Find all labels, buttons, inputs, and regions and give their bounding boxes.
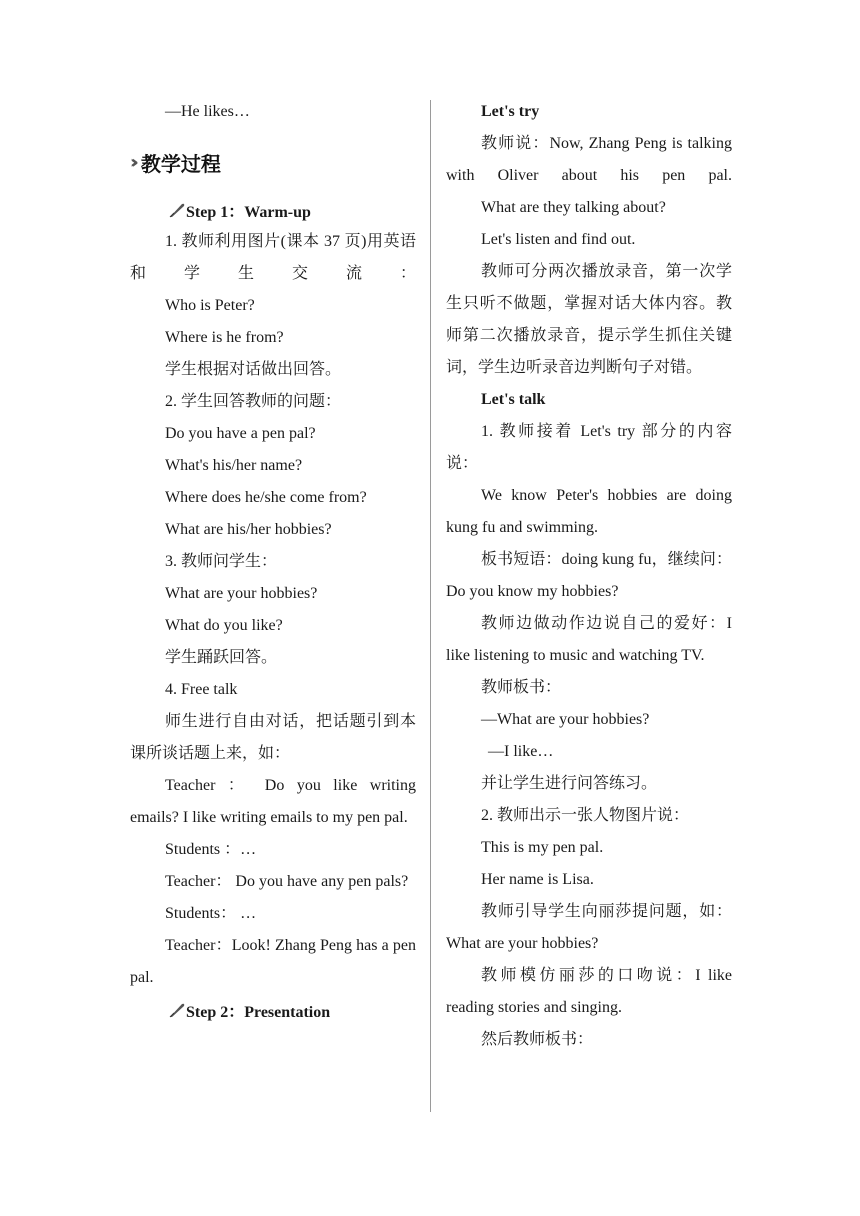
paragraph: 教师边做动作边说自己的爱好：I like listening to music and watching TV. — [446, 615, 732, 664]
paragraph: 2. 教师出示一张人物图片说： — [481, 807, 690, 824]
paragraph: Who is Peter? — [165, 297, 255, 314]
paragraph: 4. Free talk — [165, 681, 238, 698]
paragraph: Let's listen and find out. — [481, 231, 636, 248]
subheading-lets-try: Let's try — [481, 103, 540, 120]
paragraph: 然后教师板书： — [481, 1031, 594, 1048]
paragraph: 3. 教师问学生： — [165, 553, 278, 570]
step-heading — [130, 994, 416, 1026]
step-1-label: Step 1：Warm-up — [186, 203, 311, 221]
paragraph: What do you like? — [165, 617, 283, 634]
paragraph: Where does he/she come from? — [165, 489, 367, 506]
paragraph: We know Peter's hobbies are doing kung fu and swimming. — [446, 487, 732, 536]
column-divider — [430, 100, 431, 1112]
paragraph: 并让学生进行问答练习。 — [481, 775, 658, 792]
section-heading — [130, 136, 416, 188]
paragraph: What's his/her name? — [165, 457, 303, 474]
paragraph: What are your hobbies? — [165, 585, 318, 602]
paragraph: What are his/her hobbies? — [165, 521, 332, 538]
paragraph: 2. 学生回答教师的问题： — [165, 393, 342, 410]
dialogue-line: Teacher： Do you have any pen pals? — [165, 873, 409, 890]
paragraph: 教师板书： — [481, 679, 562, 696]
subheading-lets-talk: Let's talk — [481, 391, 546, 408]
section-title: 教学过程 — [140, 151, 221, 176]
paragraph: This is my pen pal. — [481, 839, 604, 856]
step-heading — [130, 194, 416, 226]
step-2-label: Step 2：Presentation — [186, 1003, 331, 1021]
dialogue-line: Students： … — [165, 905, 257, 922]
paragraph: What are they talking about? — [481, 199, 666, 216]
paragraph: Where is he from? — [165, 329, 284, 346]
paragraph: —I like… — [488, 743, 554, 760]
left-column — [130, 96, 416, 1026]
paragraph: 教师引导学生向丽莎提问题，如：What are your hobbies? — [446, 903, 732, 952]
paragraph: 学生踊跃回答。 — [165, 649, 278, 666]
paragraph: 1. 教师接着 Let's try 部分的内容说： — [446, 423, 732, 472]
intro-line: —He likes… — [165, 103, 250, 120]
paragraph: 师生进行自由对话，把话题引到本课所谈话题上来，如： — [130, 713, 416, 762]
paragraph: 教师说：Now, Zhang Peng is talking with Oliver about his pen pal. — [446, 135, 732, 184]
paragraph: Her name is Lisa. — [481, 871, 594, 888]
double-chevron-icon: ›› — [130, 151, 133, 173]
paragraph: —What are your hobbies? — [481, 711, 650, 728]
quill-icon — [168, 201, 186, 219]
right-column — [446, 96, 732, 1056]
paragraph: 教师可分两次播放录音，第一次学生只听不做题，掌握对话大体内容。教师第二次播放录音，提示学生抓住关键词，学生边听录音边判断句子对错。 — [446, 263, 732, 376]
quill-icon — [168, 1001, 186, 1019]
paragraph: 教师模仿丽莎的口吻说：I like reading stories and singing. — [446, 967, 732, 1016]
paragraph: Do you have a pen pal? — [165, 425, 316, 442]
dialogue-line: Teacher ： Do you like writing emails? I like writing emails to my pen pal. — [130, 777, 416, 826]
paragraph: 1. 教师利用图片(课本 37 页)用英语和学生交流： — [130, 233, 416, 282]
dialogue-line: Teacher：Look! Zhang Peng has a pen pal. — [130, 937, 416, 986]
dialogue-line: Students ：… — [165, 841, 257, 858]
paragraph: 板书短语：doing kung fu，继续问：Do you know my hobbies? — [446, 551, 732, 600]
paragraph: 学生根据对话做出回答。 — [165, 361, 342, 378]
